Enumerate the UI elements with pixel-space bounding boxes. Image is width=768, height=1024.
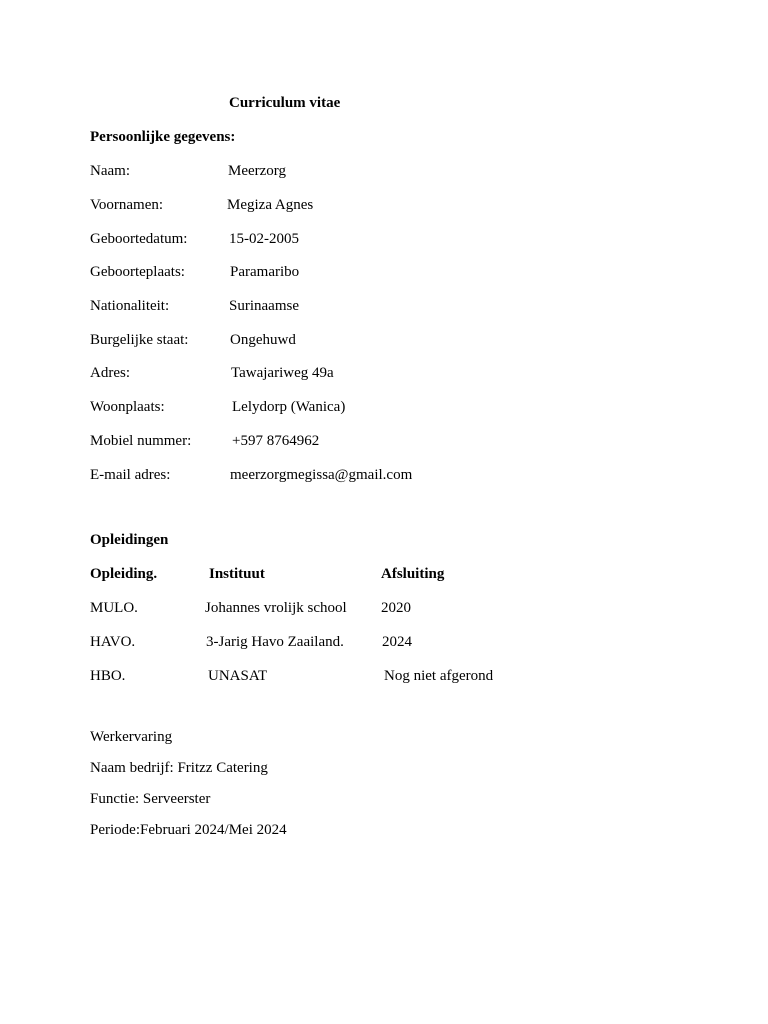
value-voornamen: Megiza Agnes bbox=[227, 197, 314, 213]
value-nationaliteit: Surinaamse bbox=[229, 298, 299, 314]
education-row-2-opleiding: HAVO. bbox=[90, 634, 136, 650]
document-title: Curriculum vitae bbox=[229, 95, 341, 111]
education-col-instituut: Instituut bbox=[209, 566, 265, 582]
education-row-1-afsluiting: 2020 bbox=[381, 600, 411, 616]
value-mobiel-nummer: +597 8764962 bbox=[232, 433, 320, 449]
label-naam: Naam: bbox=[90, 163, 130, 179]
education-col-opleiding: Opleiding. bbox=[90, 566, 158, 582]
label-geboortedatum: Geboortedatum: bbox=[90, 231, 188, 247]
work-period: Periode:Februari 2024/Mei 2024 bbox=[90, 822, 287, 838]
value-email: meerzorgmegissa@gmail.com bbox=[230, 467, 413, 483]
label-nationaliteit: Nationaliteit: bbox=[90, 298, 170, 314]
education-row-2-instituut: 3-Jarig Havo Zaailand. bbox=[206, 634, 344, 650]
value-naam: Meerzorg bbox=[228, 163, 287, 179]
value-geboorteplaats: Paramaribo bbox=[230, 264, 300, 280]
label-voornamen: Voornamen: bbox=[90, 197, 164, 213]
label-burgelijke-staat: Burgelijke staat: bbox=[90, 332, 189, 348]
education-row-3-instituut: UNASAT bbox=[208, 668, 268, 684]
label-woonplaats: Woonplaats: bbox=[90, 399, 165, 415]
education-row-2-afsluiting: 2024 bbox=[382, 634, 412, 650]
value-adres: Tawajariweg 49a bbox=[231, 365, 334, 381]
education-row-3-opleiding: HBO. bbox=[90, 668, 126, 684]
education-heading: Opleidingen bbox=[90, 532, 169, 548]
work-function: Functie: Serveerster bbox=[90, 791, 211, 807]
personal-heading: Persoonlijke gegevens: bbox=[90, 129, 236, 145]
label-adres: Adres: bbox=[90, 365, 130, 381]
value-geboortedatum: 15-02-2005 bbox=[229, 231, 299, 247]
label-mobiel-nummer: Mobiel nummer: bbox=[90, 433, 192, 449]
value-woonplaats: Lelydorp (Wanica) bbox=[232, 399, 346, 415]
work-heading: Werkervaring bbox=[90, 729, 173, 745]
label-email: E-mail adres: bbox=[90, 467, 171, 483]
education-row-1-opleiding: MULO. bbox=[90, 600, 138, 616]
education-row-1-instituut: Johannes vrolijk school bbox=[205, 600, 347, 616]
education-row-3-afsluiting: Nog niet afgerond bbox=[384, 668, 494, 684]
label-geboorteplaats: Geboorteplaats: bbox=[90, 264, 185, 280]
education-col-afsluiting: Afsluiting bbox=[381, 566, 445, 582]
value-burgelijke-staat: Ongehuwd bbox=[230, 332, 296, 348]
work-company: Naam bedrijf: Fritzz Catering bbox=[90, 760, 268, 776]
